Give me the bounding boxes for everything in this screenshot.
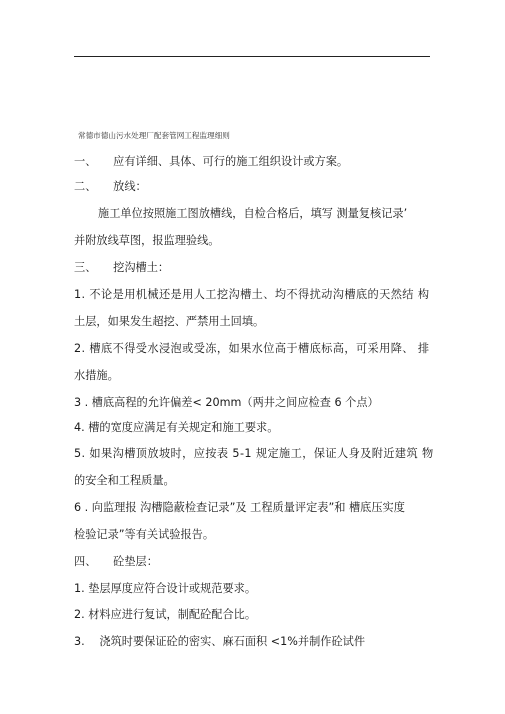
list-item-6: 6 . 向监理报 沟槽隐蔽检查记录”及 工程质量评定表”和 槽底压实度	[74, 501, 405, 514]
list-item-4: 4. 槽的宽度应满足有关规定和施工要求。	[74, 421, 279, 434]
list-item-2-cont: 水措施。	[74, 369, 119, 382]
section-3-heading: 三、 挖沟槽土：	[74, 261, 170, 274]
section-1-heading: 一、 应有详细、具体、可行的施工组织设计或方案。	[74, 155, 349, 168]
list-item-5: 5. 如果沟槽顶放坡时，应按表 5-1 规定施工，保证人身及附近建筑 物	[74, 447, 434, 460]
list-item-1-cont: 土层，如果发生超挖、严禁用土回填。	[74, 315, 265, 328]
section-2-heading: 二、 放线：	[74, 180, 147, 193]
list-item-2: 2. 槽底不得受水浸泡或受冻，如果水位高于槽底标高，可采用降、 排	[74, 342, 430, 355]
list-item-6-cont: 检验记录”等有关试验报告。	[74, 528, 215, 541]
paragraph-line: 施工单位按照施工图放槽线，自检合格后，填写 测量复核记录’	[98, 207, 408, 220]
list-item-5-cont: 的安全和工程质量。	[74, 474, 175, 487]
list-item-3: 3 . 槽底高程的允许偏差< 20mm（两井之间应检查 6 个点）	[74, 396, 379, 409]
document-title: 常德市德山污水处理厂配套管网工程监理细则	[78, 131, 230, 140]
list-item-3: 3. 浇筑时要保证砼的密实、麻石面积 <1%并制作砼试件	[74, 635, 366, 648]
header-rule	[74, 56, 430, 57]
paragraph-line: 并附放线草图，报监理验线。	[74, 234, 220, 247]
section-4-heading: 四、 砼垫层：	[74, 555, 158, 568]
list-item-2: 2. 材料应进行复试，制配砼配合比。	[74, 608, 257, 621]
list-item-1: 1. 不论是用机械还是用人工挖沟槽土、均不得扰动沟槽底的天然结 构	[74, 288, 430, 301]
list-item-1: 1. 垫层厚度应符合设计或规范要求。	[74, 582, 257, 595]
